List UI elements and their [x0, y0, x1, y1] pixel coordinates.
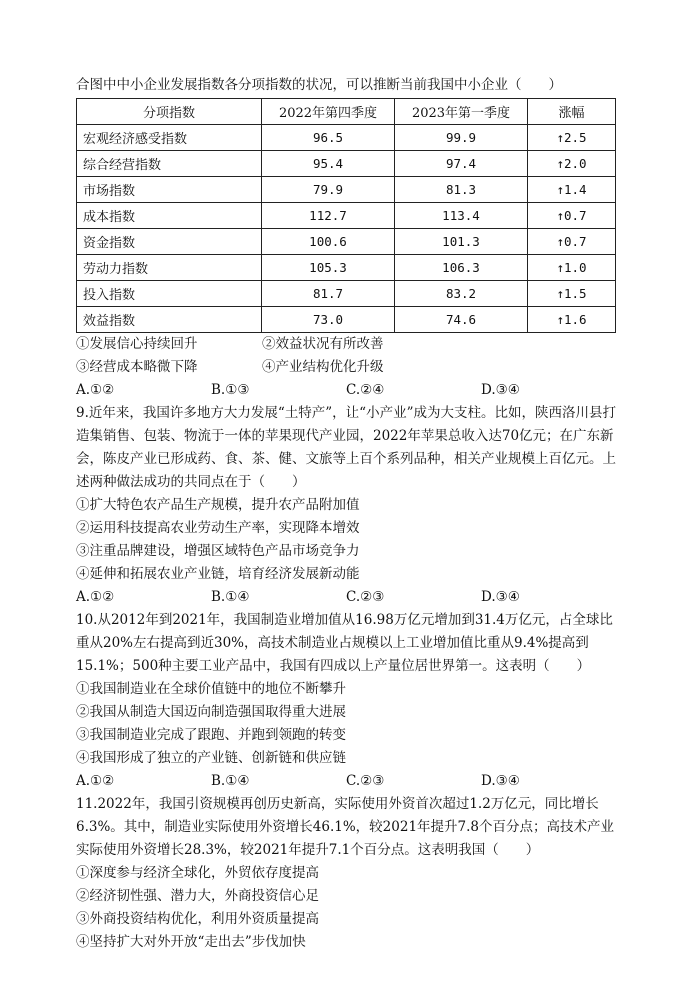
row-change: ↑1.6	[528, 307, 616, 333]
header-q4-2022: 2022年第四季度	[262, 99, 395, 125]
choice-b[interactable]: B.①④	[211, 773, 250, 789]
row-q1-2023: 83.2	[395, 281, 528, 307]
table-row	[77, 125, 616, 151]
q10-statement-2: ②我国从制造大国迈向制造强国取得重大进展	[76, 704, 346, 720]
table-row	[77, 151, 616, 177]
choice-d[interactable]: D.③④	[481, 773, 520, 789]
row-q4-2022: 81.7	[262, 281, 395, 307]
table-row	[77, 281, 616, 307]
choice-d[interactable]: D.③④	[481, 382, 520, 398]
row-name: 综合经营指数	[77, 151, 262, 177]
row-q4-2022: 73.0	[262, 307, 395, 333]
choice-a[interactable]: A.①②	[76, 589, 115, 605]
choice-d[interactable]: D.③④	[481, 589, 520, 605]
row-name: 成本指数	[77, 203, 262, 229]
row-q4-2022: 96.5	[262, 125, 395, 151]
table-row	[77, 203, 616, 229]
choice-c[interactable]: C.②③	[346, 773, 385, 789]
row-name: 劳动力指数	[77, 255, 262, 281]
row-name: 投入指数	[77, 281, 262, 307]
q9-stem: 9.近年来，我国许多地方大力发展“土特产”，让“小产业”成为大支柱。比如，陕西洛川县打造集销售、包装、物流于一体的苹果现代产业园，2022年苹果总收入达70亿元；在广东新会，陈皮产业已形成药、食、茶、健、文旅等上百个系列品种，相关产业规模上百亿元。上述两种做法成功的共同点在于（ ）	[76, 405, 616, 490]
q9-statement-3: ③注重品牌建设，增强区域特色产品市场竞争力	[76, 543, 360, 559]
choice-a[interactable]: A.①②	[76, 773, 115, 789]
row-change: ↑1.5	[528, 281, 616, 307]
q10-statement-3: ③我国制造业完成了跟跑、并跑到领跑的转变	[76, 727, 346, 743]
row-name: 资金指数	[77, 229, 262, 255]
row-q1-2023: 99.9	[395, 125, 528, 151]
exam-page	[76, 74, 616, 954]
q8-statement-1: ①发展信心持续回升	[76, 336, 198, 352]
header-item: 分项指数	[77, 99, 262, 125]
row-q4-2022: 112.7	[262, 203, 395, 229]
choice-b[interactable]: B.①④	[211, 589, 250, 605]
row-q1-2023: 97.4	[395, 151, 528, 177]
row-change: ↑2.5	[528, 125, 616, 151]
q9-statement-1: ①扩大特色农产品生产规模，提升农产品附加值	[76, 497, 360, 513]
q8-choices	[76, 379, 616, 402]
q8-statement-4: ④产业结构优化升级	[262, 359, 384, 375]
row-change: ↑1.0	[528, 255, 616, 281]
q10-stem: 10.从2012年到2021年，我国制造业增加值从16.98万亿元增加到31.4万亿元，占全球比重从20%左右提高到近30%，高技术制造业占规模以上工业增加值比重从9.4%提高到15.1%；500种主要工业产品中，我国有四成以上产量位居世界第一。这表明（ ）	[76, 612, 613, 674]
q11-statement-1: ①深度参与经济全球化，外贸依存度提高	[76, 865, 319, 881]
row-change: ↑0.7	[528, 229, 616, 255]
index-table	[76, 98, 616, 333]
q10-choices	[76, 770, 616, 793]
q11-stem: 11.2022年，我国引资规模再创历史新高，实际使用外资首次超过1.2万亿元，同比增长6.3%。其中，制造业实际使用外资增长46.1%，较2021年提升7.8个百分点；高技术产业实际使用外资增长28.3%，较2021年提升7.1个百分点。这表明我国（ ）	[76, 796, 615, 858]
q8-stem-tail: 合图中中小企业发展指数各分项指数的状况，可以推断当前我国中小企业（ ）	[76, 77, 562, 93]
row-q1-2023: 81.3	[395, 177, 528, 203]
table-row	[77, 255, 616, 281]
row-q1-2023: 106.3	[395, 255, 528, 281]
q9-statement-2: ②运用科技提高农业劳动生产率，实现降本增效	[76, 520, 360, 536]
table-header-row	[77, 99, 616, 125]
q8-statements-row-2	[76, 356, 616, 379]
header-change: 涨幅	[528, 99, 616, 125]
q9-statement-4: ④延伸和拓展农业产业链，培育经济发展新动能	[76, 566, 360, 582]
q11-statement-3: ③外商投资结构优化，利用外资质量提高	[76, 911, 319, 927]
header-q1-2023: 2023年第一季度	[395, 99, 528, 125]
choice-c[interactable]: C.②④	[346, 382, 385, 398]
row-name: 市场指数	[77, 177, 262, 203]
row-change: ↑1.4	[528, 177, 616, 203]
q8-statement-2: ②效益状况有所改善	[262, 336, 384, 352]
row-name: 宏观经济感受指数	[77, 125, 262, 151]
row-q4-2022: 105.3	[262, 255, 395, 281]
row-change: ↑2.0	[528, 151, 616, 177]
table-row	[77, 229, 616, 255]
q9-choices	[76, 586, 616, 609]
table-row	[77, 177, 616, 203]
q11-statement-2: ②经济韧性强、潜力大，外商投资信心足	[76, 888, 319, 904]
choice-c[interactable]: C.②③	[346, 589, 385, 605]
row-q4-2022: 95.4	[262, 151, 395, 177]
choice-a[interactable]: A.①②	[76, 382, 115, 398]
row-change: ↑0.7	[528, 203, 616, 229]
q10-statement-1: ①我国制造业在全球价值链中的地位不断攀升	[76, 681, 346, 697]
q8-statement-3: ③经营成本略微下降	[76, 359, 198, 375]
q8-statements-row-1	[76, 333, 616, 356]
row-q1-2023: 113.4	[395, 203, 528, 229]
row-q4-2022: 100.6	[262, 229, 395, 255]
q10-statement-4: ④我国形成了独立的产业链、创新链和供应链	[76, 750, 346, 766]
choice-b[interactable]: B.①③	[211, 382, 250, 398]
q11-statement-4: ④坚持扩大对外开放“走出去”步伐加快	[76, 934, 306, 950]
row-q4-2022: 79.9	[262, 177, 395, 203]
row-q1-2023: 74.6	[395, 307, 528, 333]
row-name: 效益指数	[77, 307, 262, 333]
row-q1-2023: 101.3	[395, 229, 528, 255]
table-row	[77, 307, 616, 333]
